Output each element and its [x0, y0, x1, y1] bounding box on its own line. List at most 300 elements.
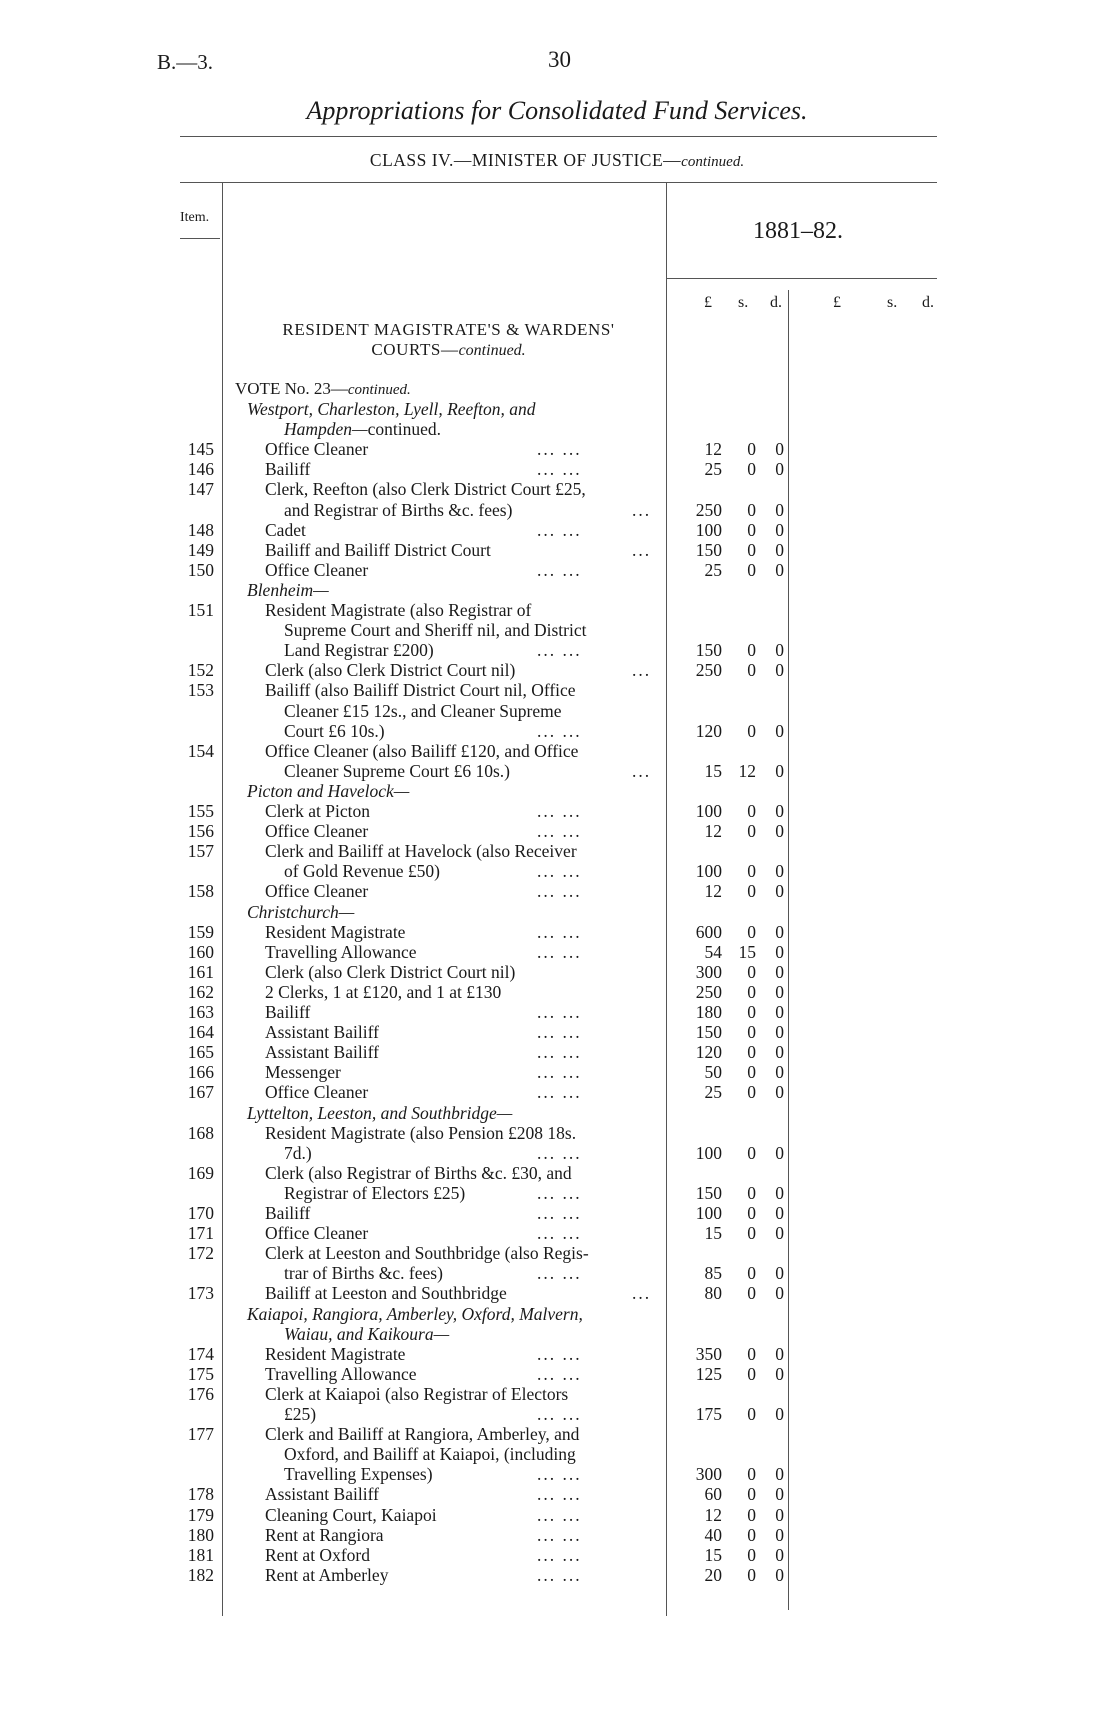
item-description: Bailiff at Leeston and Southbridge	[265, 1283, 507, 1304]
amount-pence: 0	[775, 1182, 784, 1203]
amount-pounds: 12	[704, 881, 722, 902]
leader-dots: ... ...	[537, 1404, 582, 1424]
amount-pounds: 15	[704, 760, 722, 781]
amount-pence: 0	[775, 941, 784, 962]
item-description: Bailiff	[265, 1203, 311, 1223]
section-heading	[235, 320, 662, 361]
item-description: Bailiff	[265, 1002, 311, 1022]
item-column-header: Item.	[180, 210, 210, 225]
item-description: Bailiff	[265, 459, 311, 480]
amount-shillings: 0	[747, 660, 756, 681]
group-heading: Lyttelton, Leeston, and Southbridge—	[247, 1102, 513, 1123]
amount-pounds: 12	[704, 1504, 722, 1525]
amount-shillings: 0	[747, 881, 756, 902]
table-row	[0, 520, 800, 540]
item-description: 7d.)	[284, 1142, 312, 1163]
amount-shillings: 0	[747, 439, 756, 460]
leader-dots: ... ...	[537, 1042, 582, 1063]
item-number: 178	[187, 1484, 214, 1505]
table-row	[0, 761, 800, 781]
leader-dots: ... ...	[537, 439, 582, 460]
group-heading-continued: continued.	[367, 419, 441, 440]
leader-dots: ... ...	[537, 1524, 582, 1545]
group-heading: Waiau, and Kaikoura—	[284, 1323, 450, 1344]
item-number: 155	[187, 801, 214, 821]
item-number: 153	[187, 680, 214, 701]
amount-pence: 0	[775, 821, 784, 842]
section-heading-line-1: RESIDENT MAGISTRATE'S & WARDENS'	[282, 320, 615, 339]
pounds-header: £	[704, 294, 712, 311]
amount-shillings: 0	[747, 1504, 756, 1525]
item-number: 175	[187, 1363, 214, 1384]
group-heading-row	[0, 419, 800, 439]
amount-shillings: 0	[747, 559, 756, 580]
amount-pounds: 60	[704, 1484, 722, 1505]
amount-pence: 0	[775, 439, 784, 460]
item-header-rule	[180, 238, 220, 239]
amount-pounds: 54	[704, 941, 722, 962]
section-heading-line-2	[235, 340, 662, 361]
amount-pence: 0	[775, 801, 784, 821]
amount-pence: 0	[775, 1022, 784, 1043]
amount-pounds: 150	[695, 1022, 722, 1043]
item-description: Clerk at Leeston and Southbridge (also Regis-	[265, 1243, 589, 1264]
amount-pence: 0	[775, 720, 784, 741]
item-description: Land Registrar £200)	[284, 640, 434, 661]
amount-shillings: 0	[747, 720, 756, 741]
amount-pence: 0	[775, 1223, 784, 1244]
item-description: Resident Magistrate (also Registrar of	[265, 600, 532, 620]
table-row	[0, 1062, 800, 1082]
amount-shillings: 0	[747, 640, 756, 661]
amount-shillings: 0	[747, 1544, 756, 1565]
item-number: 171	[187, 1223, 214, 1244]
amount-pounds: 15	[704, 1544, 722, 1565]
amount-shillings: 0	[747, 1182, 756, 1203]
table-row	[0, 479, 800, 499]
vote-continued: continued.	[347, 382, 411, 398]
item-number: 167	[187, 1082, 214, 1103]
leader-dots: ... ...	[537, 1484, 582, 1505]
table-row	[0, 801, 800, 821]
amount-shillings: 0	[747, 1042, 756, 1063]
group-heading-row	[0, 781, 800, 801]
leader-dots: ... ...	[537, 801, 582, 821]
item-number: 182	[187, 1564, 214, 1585]
item-description: Office Cleaner	[265, 821, 369, 842]
item-description: Clerk and Bailiff at Rangiora, Amberley, and	[265, 1424, 580, 1445]
table-row	[0, 660, 800, 680]
item-description: Rent at Oxford	[265, 1544, 370, 1565]
amount-shillings: 0	[747, 519, 756, 540]
table-row	[0, 1525, 800, 1545]
group-heading-row	[0, 580, 800, 600]
item-number: 148	[187, 519, 214, 540]
amount-shillings: 0	[747, 499, 756, 520]
amount-pounds: 85	[704, 1263, 722, 1284]
item-number: 159	[187, 921, 214, 942]
amount-pounds: 50	[704, 1062, 722, 1083]
group-heading: Blenheim—	[247, 579, 329, 600]
amount-pence: 0	[775, 660, 784, 681]
amount-pence: 0	[775, 1283, 784, 1304]
item-number: 158	[187, 881, 214, 902]
amount-pence: 0	[775, 1082, 784, 1103]
section-heading-courts: COURTS—	[371, 340, 459, 359]
amount-pounds: 150	[695, 640, 722, 661]
class-title-continued: continued.	[681, 154, 745, 170]
amount-shillings: 0	[747, 1524, 756, 1545]
leader-dots: ... ...	[537, 941, 582, 962]
amount-pounds: 250	[695, 499, 722, 520]
amount-pence: 0	[775, 559, 784, 580]
item-number: 170	[187, 1203, 214, 1223]
item-number: 168	[187, 1122, 214, 1143]
table-row	[0, 1344, 800, 1364]
table-row	[0, 1464, 800, 1484]
table-row	[0, 821, 800, 841]
leader-dots: ... ...	[537, 821, 582, 842]
item-description: Office Cleaner	[265, 559, 369, 580]
amount-pounds: 15	[704, 1223, 722, 1244]
item-description: Assistant Bailiff	[265, 1042, 379, 1063]
amount-shillings: 0	[747, 459, 756, 480]
table-row	[0, 1243, 800, 1263]
amount-shillings: 0	[747, 1223, 756, 1244]
item-number: 163	[187, 1002, 214, 1022]
amount-pence: 0	[775, 1504, 784, 1525]
table-row	[0, 1545, 800, 1565]
amount-pence: 0	[775, 1263, 784, 1284]
table-row	[0, 560, 800, 580]
item-description: Clerk, Reefton (also Clerk District Court £25,	[265, 479, 586, 500]
table-row	[0, 620, 800, 640]
amount-pence: 0	[775, 459, 784, 480]
table-row	[0, 1384, 800, 1404]
amount-shillings: 0	[747, 1343, 756, 1364]
table-row	[0, 1203, 800, 1223]
item-number: 173	[187, 1283, 214, 1304]
table-row	[0, 1082, 800, 1102]
item-description: Clerk (also Clerk District Court nil)	[265, 660, 516, 681]
amount-shillings: 0	[747, 539, 756, 560]
table-row	[0, 1283, 800, 1303]
leader-dots: ... ...	[537, 559, 582, 580]
item-description: Cleaner £15 12s., and Cleaner Supreme	[284, 700, 562, 721]
item-description: Cleaner Supreme Court £6 10s.)	[284, 760, 510, 781]
table-row	[0, 701, 800, 721]
leader-dots: ... ...	[537, 1464, 582, 1485]
shillings-header: s.	[738, 294, 749, 311]
table-row	[0, 680, 800, 700]
item-description: Resident Magistrate	[265, 1343, 406, 1364]
amount-shillings: 12	[738, 760, 756, 781]
section-heading-continued: continued.	[458, 342, 526, 359]
item-description: Rent at Amberley	[265, 1564, 389, 1585]
page-reference: B.—3.	[157, 50, 214, 74]
amount-pence: 0	[775, 921, 784, 942]
item-number: 180	[187, 1524, 214, 1545]
leader-dots: ... ...	[537, 1343, 582, 1364]
amount-shillings: 15	[738, 941, 756, 962]
group-heading-row	[0, 1324, 800, 1344]
amount-pounds: 25	[704, 559, 722, 580]
item-description: 2 Clerks, 1 at £120, and 1 at £130	[265, 981, 502, 1002]
amount-pence: 0	[775, 519, 784, 540]
item-description: Office Cleaner	[265, 881, 369, 902]
table-row	[0, 439, 800, 459]
amount-shillings: 0	[747, 1404, 756, 1424]
amount-shillings: 0	[747, 801, 756, 821]
amount-pounds: 40	[704, 1524, 722, 1545]
table-row	[0, 721, 800, 741]
amount-pence: 0	[775, 1002, 784, 1022]
item-number: 164	[187, 1022, 214, 1043]
table-row	[0, 1505, 800, 1525]
item-description: Messenger	[265, 1062, 341, 1083]
leader-dots: ...	[632, 1283, 652, 1304]
page-number: 30	[548, 47, 571, 72]
leader-dots: ... ...	[537, 1263, 582, 1284]
item-number: 172	[187, 1243, 214, 1264]
item-number: 156	[187, 821, 214, 842]
item-description: of Gold Revenue £50)	[284, 861, 441, 882]
item-description: Travelling Expenses)	[284, 1464, 433, 1485]
table-row	[0, 962, 800, 982]
table-row	[0, 841, 800, 861]
shillings-header-2: s.	[887, 294, 898, 311]
leader-dots: ... ...	[537, 720, 582, 741]
amount-shillings: 0	[747, 1283, 756, 1304]
amount-shillings: 0	[747, 1263, 756, 1284]
item-number: 157	[187, 841, 214, 862]
amount-pounds: 300	[695, 961, 722, 982]
leader-dots: ... ...	[537, 1544, 582, 1565]
item-description: Resident Magistrate	[265, 921, 406, 942]
leader-dots: ... ...	[537, 1082, 582, 1103]
leader-dots: ... ...	[537, 1062, 582, 1083]
amount-pounds: 180	[695, 1002, 722, 1022]
leader-dots: ... ...	[537, 459, 582, 480]
group-heading-row	[0, 1103, 800, 1123]
item-description: Supreme Court and Sheriff nil, and District	[284, 620, 587, 641]
item-description: Assistant Bailiff	[265, 1022, 379, 1043]
table-row	[0, 640, 800, 660]
amount-pence: 0	[775, 539, 784, 560]
page-title: Appropriations for Consolidated Fund Services.	[306, 96, 808, 125]
amount-pence: 0	[775, 1564, 784, 1585]
amount-pence: 0	[775, 1464, 784, 1485]
table-row	[0, 881, 800, 901]
vote-heading	[235, 379, 411, 399]
leader-dots: ... ...	[537, 1002, 582, 1022]
group-heading-row	[0, 902, 800, 922]
group-heading-row	[0, 1304, 800, 1324]
year-column-header: 1881–82.	[753, 218, 843, 244]
amount-shillings: 0	[747, 1484, 756, 1505]
table-row	[0, 1042, 800, 1062]
item-number: 181	[187, 1544, 214, 1565]
item-description: Clerk at Picton	[265, 801, 370, 821]
table-row	[0, 922, 800, 942]
item-number: 152	[187, 660, 214, 681]
item-description: Rent at Rangiora	[265, 1524, 384, 1545]
amount-pounds: 12	[704, 439, 722, 460]
amount-pence: 0	[775, 961, 784, 982]
item-number: 145	[187, 439, 214, 460]
group-heading-row	[0, 399, 800, 419]
amount-pence: 0	[775, 1524, 784, 1545]
item-number: 165	[187, 1042, 214, 1063]
item-description: trar of Births &c. fees)	[284, 1263, 443, 1284]
amount-shillings: 0	[747, 861, 756, 882]
pence-header: d.	[770, 294, 782, 311]
item-description: Clerk (also Registrar of Births &c. £30, and	[265, 1162, 572, 1183]
group-heading: Picton and Havelock—	[247, 780, 410, 801]
table-row	[0, 1364, 800, 1384]
item-number: 162	[187, 981, 214, 1002]
amount-pence: 0	[775, 1404, 784, 1424]
table-row	[0, 1002, 800, 1022]
item-description: Court £6 10s.)	[284, 720, 385, 741]
leader-dots: ... ...	[537, 861, 582, 882]
item-description: and Registrar of Births &c. fees)	[284, 499, 513, 520]
table-row	[0, 1123, 800, 1143]
amount-pounds: 25	[704, 459, 722, 480]
table-row	[0, 942, 800, 962]
item-number: 146	[187, 459, 214, 480]
item-description: Bailiff (also Bailiff District Court nil, Office	[265, 680, 576, 701]
amount-pounds: 20	[704, 1564, 722, 1585]
table-row	[0, 861, 800, 881]
table-row	[0, 1565, 800, 1585]
amount-shillings: 0	[747, 1464, 756, 1485]
leader-dots: ... ...	[537, 1022, 582, 1043]
item-description: Travelling Allowance	[265, 1363, 417, 1384]
amount-shillings: 0	[747, 981, 756, 1002]
amount-pounds: 150	[695, 539, 722, 560]
item-number: 177	[187, 1424, 214, 1445]
amount-pence: 0	[775, 1484, 784, 1505]
amount-pounds: 25	[704, 1082, 722, 1103]
amount-pence: 0	[775, 1042, 784, 1063]
pence-header-2: d.	[922, 294, 934, 311]
leader-dots: ...	[632, 760, 652, 781]
amount-pounds: 150	[695, 1182, 722, 1203]
item-description: Travelling Allowance	[265, 941, 417, 962]
item-number: 166	[187, 1062, 214, 1083]
amount-shillings: 0	[747, 1022, 756, 1043]
item-description: Assistant Bailiff	[265, 1484, 379, 1505]
amount-pence: 0	[775, 861, 784, 882]
amount-pounds: 300	[695, 1464, 722, 1485]
group-heading: Christchurch—	[247, 901, 355, 922]
group-heading-name: Hampden—	[284, 419, 368, 440]
leader-dots: ...	[632, 660, 652, 681]
amount-shillings: 0	[747, 821, 756, 842]
leader-dots: ... ...	[537, 1504, 582, 1525]
item-description: Bailiff and Bailiff District Court	[265, 539, 491, 560]
amount-shillings: 0	[747, 1203, 756, 1223]
item-number: 151	[187, 600, 214, 620]
amount-shillings: 0	[747, 1082, 756, 1103]
table-row	[0, 1223, 800, 1243]
item-description: Oxford, and Bailiff at Kaiapoi, (including	[284, 1444, 576, 1465]
amount-pounds: 120	[695, 1042, 722, 1063]
group-heading	[284, 419, 441, 439]
amount-shillings: 0	[747, 1002, 756, 1022]
amount-pence: 0	[775, 1203, 784, 1223]
amount-pounds: 250	[695, 981, 722, 1002]
table-row	[0, 1404, 800, 1424]
title-rule	[180, 136, 937, 137]
leader-dots: ...	[632, 499, 652, 520]
amount-pounds: 100	[695, 1203, 722, 1223]
item-number: 174	[187, 1343, 214, 1364]
amount-pounds: 80	[704, 1283, 722, 1304]
amount-pence: 0	[775, 760, 784, 781]
amount-pounds: 100	[695, 801, 722, 821]
amount-pounds: 250	[695, 660, 722, 681]
class-title	[0, 150, 1114, 171]
leader-dots: ... ...	[537, 1564, 582, 1585]
leader-dots: ...	[632, 539, 652, 560]
table-row	[0, 1444, 800, 1464]
table-row	[0, 1143, 800, 1163]
item-description: Resident Magistrate (also Pension £208 18s.	[265, 1122, 577, 1143]
amount-pence: 0	[775, 1544, 784, 1565]
item-number: 176	[187, 1383, 214, 1404]
leader-dots: ... ...	[537, 1223, 582, 1244]
leader-dots: ... ...	[537, 519, 582, 540]
item-number: 179	[187, 1504, 214, 1525]
table-row	[0, 1163, 800, 1183]
item-description: Registrar of Electors £25)	[284, 1182, 466, 1203]
amount-shillings: 0	[747, 1142, 756, 1163]
amount-pounds: 100	[695, 1142, 722, 1163]
item-number: 150	[187, 559, 214, 580]
item-number: 169	[187, 1162, 214, 1183]
vote-number: VOTE No. 23—	[235, 379, 348, 398]
amount-pounds: 175	[695, 1404, 722, 1424]
amount-shillings: 0	[747, 961, 756, 982]
table-row	[0, 600, 800, 620]
table-row	[0, 500, 800, 520]
item-description: Clerk (also Clerk District Court nil)	[265, 961, 516, 982]
table-row	[0, 741, 800, 761]
amount-shillings: 0	[747, 1062, 756, 1083]
item-description: Office Cleaner	[265, 439, 369, 460]
leader-dots: ... ...	[537, 640, 582, 661]
group-heading: Westport, Charleston, Lyell, Reefton, and	[247, 399, 536, 419]
year-header-rule	[666, 278, 937, 279]
amount-shillings: 0	[747, 1363, 756, 1384]
item-description: Office Cleaner (also Bailiff £120, and Office	[265, 740, 579, 761]
amount-pence: 0	[775, 640, 784, 661]
amount-shillings: 0	[747, 1564, 756, 1585]
leader-dots: ... ...	[537, 1203, 582, 1223]
table-top-rule	[180, 182, 937, 183]
pounds-header-2: £	[833, 294, 841, 311]
amount-pence: 0	[775, 981, 784, 1002]
amount-pounds: 125	[695, 1363, 722, 1384]
item-description: Cadet	[265, 519, 306, 540]
amount-pounds: 350	[695, 1343, 722, 1364]
leader-dots: ... ...	[537, 1363, 582, 1384]
amount-pence: 0	[775, 881, 784, 902]
amount-shillings: 0	[747, 921, 756, 942]
leader-dots: ... ...	[537, 1142, 582, 1163]
